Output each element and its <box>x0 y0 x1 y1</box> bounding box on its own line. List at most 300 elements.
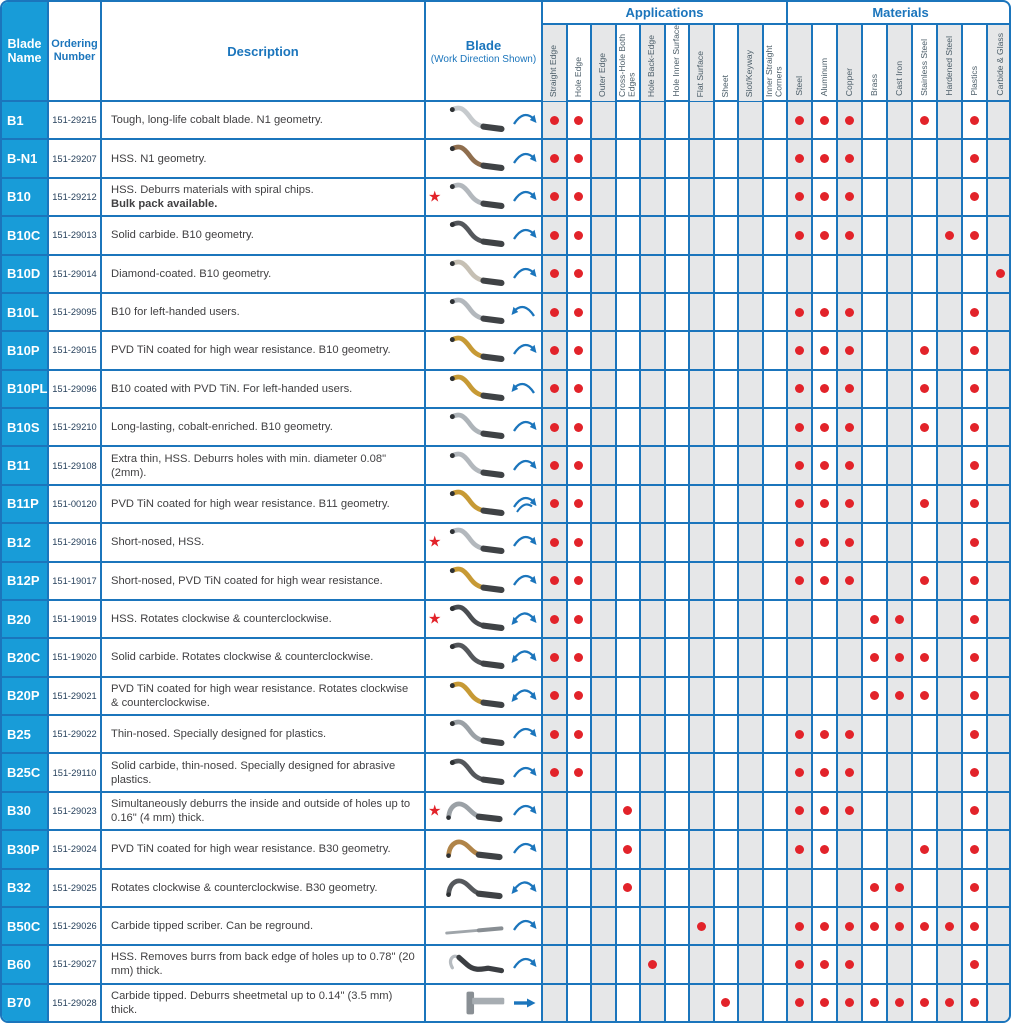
red-dot <box>845 231 854 240</box>
red-dot <box>574 269 583 278</box>
application-cell-outer-edge <box>592 294 617 330</box>
application-cell-cross-hole-both-edges <box>617 716 642 752</box>
application-cell-straight-edge <box>543 294 568 330</box>
table-row-b11p <box>2 486 1009 524</box>
description-cell <box>102 985 426 1021</box>
applications-column-headers <box>543 25 786 101</box>
application-cell-cross-hole-both-edges <box>617 140 642 176</box>
material-cell-copper <box>838 486 863 522</box>
application-cell-straight-edge <box>543 256 568 292</box>
application-cell-slot-keyway <box>739 486 764 522</box>
application-cell-sheet <box>715 946 740 982</box>
material-cell-carbide-glass <box>988 409 1011 445</box>
header-blade-name: Blade Name <box>2 2 49 100</box>
red-dot <box>845 154 854 163</box>
application-cell-outer-edge <box>592 946 617 982</box>
application-cell-straight-edge <box>543 524 568 560</box>
application-cell-outer-edge <box>592 601 617 637</box>
application-cell-inner-straight-corners <box>764 793 789 829</box>
ordering-number-cell: 151-29095 <box>49 294 102 330</box>
red-dot <box>795 231 804 240</box>
material-cell-aluminum <box>813 332 838 368</box>
blade-image <box>440 947 510 981</box>
red-dot <box>820 768 829 777</box>
application-cell-hole-edge <box>568 140 593 176</box>
ordering-number-cell: 151-29027 <box>49 946 102 982</box>
star-icon: ★ <box>428 188 442 206</box>
material-cell-hardened-steel <box>938 447 963 483</box>
red-dot <box>970 346 979 355</box>
blade-image-cell <box>426 563 543 599</box>
material-cell-brass <box>863 985 888 1021</box>
application-cell-outer-edge <box>592 140 617 176</box>
work-direction-arrow-icon <box>511 990 537 1016</box>
application-cell-hole-back-edge <box>641 946 666 982</box>
table-row-b25 <box>2 716 1009 754</box>
material-cell-aluminum <box>813 754 838 790</box>
red-dot <box>920 499 929 508</box>
material-cell-copper <box>838 140 863 176</box>
blade-image-cell <box>426 371 543 407</box>
col-header-label: Cast Iron <box>893 61 904 96</box>
application-cell-sheet <box>715 831 740 867</box>
description-text: Extra thin, HSS. Deburrs holes with min. diameter 0.08" (2mm). <box>111 452 387 479</box>
material-cell-brass <box>863 371 888 407</box>
col-header-flat-surface <box>690 25 715 101</box>
blade-image <box>440 180 510 214</box>
red-dot <box>845 384 854 393</box>
application-cell-outer-edge <box>592 102 617 138</box>
table-header-row <box>2 2 1009 102</box>
red-dot <box>845 998 854 1007</box>
application-cell-flat-surface <box>690 294 715 330</box>
material-cell-plastics <box>963 294 988 330</box>
application-cell-straight-edge <box>543 831 568 867</box>
material-cell-brass <box>863 409 888 445</box>
blade-name-cell: B11P <box>2 486 49 522</box>
material-cell-stainless-steel <box>913 179 938 215</box>
description-text: Short-nosed, HSS. <box>111 536 205 549</box>
application-cell-outer-edge <box>592 524 617 560</box>
red-dot <box>820 499 829 508</box>
material-cell-brass <box>863 908 888 944</box>
material-cell-cast-iron <box>888 102 913 138</box>
red-dot <box>970 308 979 317</box>
application-cell-outer-edge <box>592 486 617 522</box>
application-cell-hole-edge <box>568 563 593 599</box>
col-header-hole-edge <box>568 25 593 101</box>
blade-name-cell: B1 <box>2 102 49 138</box>
table-row-b10s <box>2 409 1009 447</box>
application-cell-inner-straight-corners <box>764 371 789 407</box>
red-dot <box>795 806 804 815</box>
application-cell-hole-inner-surface <box>666 678 691 714</box>
work-direction-arrow-icon <box>511 913 537 939</box>
material-cell-copper <box>838 524 863 560</box>
application-cell-hole-inner-surface <box>666 754 691 790</box>
material-cell-hardened-steel <box>938 179 963 215</box>
material-cell-copper <box>838 985 863 1021</box>
material-cell-cast-iron <box>888 985 913 1021</box>
material-cell-aluminum <box>813 217 838 253</box>
application-cell-hole-inner-surface <box>666 140 691 176</box>
red-dot <box>845 922 854 931</box>
work-direction-arrow-icon <box>511 568 537 594</box>
material-cell-cast-iron <box>888 332 913 368</box>
application-cell-hole-edge <box>568 754 593 790</box>
red-dot <box>623 806 632 815</box>
ordering-number-cell: 151-29028 <box>49 985 102 1021</box>
red-dot <box>996 269 1005 278</box>
material-cell-hardened-steel <box>938 870 963 906</box>
ordering-number-cell: 151-29022 <box>49 716 102 752</box>
col-header-copper <box>838 25 863 100</box>
application-cell-flat-surface <box>690 409 715 445</box>
description-cell <box>102 524 426 560</box>
application-cell-hole-edge <box>568 371 593 407</box>
description-cell <box>102 716 426 752</box>
application-cell-sheet <box>715 639 740 675</box>
ordering-number-cell: 151-29096 <box>49 371 102 407</box>
material-cell-plastics <box>963 179 988 215</box>
blade-image-cell <box>426 601 543 637</box>
material-cell-copper <box>838 793 863 829</box>
material-cell-cast-iron <box>888 217 913 253</box>
application-cell-outer-edge <box>592 831 617 867</box>
application-cell-outer-edge <box>592 639 617 675</box>
blade-image-cell <box>426 409 543 445</box>
red-dot <box>820 384 829 393</box>
application-cell-hole-edge <box>568 946 593 982</box>
col-header-inner-straight-corners <box>764 25 789 101</box>
table-row-b10pl <box>2 371 1009 409</box>
red-dot <box>920 384 929 393</box>
red-dot <box>721 998 730 1007</box>
material-cell-hardened-steel <box>938 217 963 253</box>
col-header-label: Steel <box>793 76 804 96</box>
material-cell-cast-iron <box>888 946 913 982</box>
work-direction-arrow-icon <box>511 337 537 363</box>
red-dot <box>574 423 583 432</box>
application-cell-cross-hole-both-edges <box>617 754 642 790</box>
material-cell-aluminum <box>813 946 838 982</box>
material-cell-cast-iron <box>888 524 913 560</box>
material-cell-hardened-steel <box>938 256 963 292</box>
application-cell-sheet <box>715 870 740 906</box>
material-cell-hardened-steel <box>938 831 963 867</box>
material-cell-plastics <box>963 256 988 292</box>
material-cell-carbide-glass <box>988 946 1011 982</box>
col-header-label: Hole Back-Edge <box>646 34 657 97</box>
col-header-brass <box>863 25 888 100</box>
red-dot <box>870 998 879 1007</box>
application-cell-outer-edge <box>592 754 617 790</box>
work-direction-arrow-icon <box>511 875 537 901</box>
material-cell-stainless-steel <box>913 486 938 522</box>
application-cell-sheet <box>715 371 740 407</box>
material-cell-carbide-glass <box>988 831 1011 867</box>
red-dot <box>574 499 583 508</box>
material-cell-cast-iron <box>888 256 913 292</box>
blade-name-cell: B20 <box>2 601 49 637</box>
material-cell-stainless-steel <box>913 256 938 292</box>
application-cell-cross-hole-both-edges <box>617 486 642 522</box>
application-cell-hole-back-edge <box>641 486 666 522</box>
application-cell-hole-inner-surface <box>666 409 691 445</box>
description-text: PVD TiN coated for high wear resistance. B10 geometry. <box>111 344 391 357</box>
material-cell-aluminum <box>813 908 838 944</box>
table-row-b30p <box>2 831 1009 869</box>
material-cell-carbide-glass <box>988 217 1011 253</box>
blade-name-cell: B10C <box>2 217 49 253</box>
material-cell-copper <box>838 256 863 292</box>
material-cell-copper <box>838 946 863 982</box>
col-header-aluminum <box>813 25 838 100</box>
red-dot <box>870 883 879 892</box>
blade-name-cell: B10D <box>2 256 49 292</box>
material-cell-steel <box>788 447 813 483</box>
material-cell-carbide-glass <box>988 601 1011 637</box>
application-cell-hole-edge <box>568 102 593 138</box>
application-cell-hole-inner-surface <box>666 486 691 522</box>
material-cell-brass <box>863 486 888 522</box>
material-cell-cast-iron <box>888 140 913 176</box>
description-text: PVD TiN coated for high wear resistance. B30 geometry. <box>111 843 391 856</box>
red-dot <box>845 768 854 777</box>
blade-image <box>440 333 510 367</box>
application-cell-sheet <box>715 524 740 560</box>
application-cell-hole-back-edge <box>641 870 666 906</box>
material-cell-aluminum <box>813 524 838 560</box>
blade-image <box>440 871 510 905</box>
red-dot <box>574 653 583 662</box>
work-direction-arrow-icon <box>511 798 537 824</box>
red-dot <box>820 461 829 470</box>
material-cell-steel <box>788 716 813 752</box>
description-text: Tough, long-life cobalt blade. N1 geometry. <box>111 114 323 127</box>
material-cell-carbide-glass <box>988 524 1011 560</box>
application-cell-slot-keyway <box>739 601 764 637</box>
work-direction-arrow-icon <box>511 951 537 977</box>
red-dot <box>970 883 979 892</box>
material-cell-aluminum <box>813 601 838 637</box>
material-cell-brass <box>863 217 888 253</box>
material-cell-stainless-steel <box>913 870 938 906</box>
red-dot <box>820 154 829 163</box>
header-blade <box>426 2 543 100</box>
material-cell-plastics <box>963 332 988 368</box>
application-cell-hole-inner-surface <box>666 371 691 407</box>
material-cell-aluminum <box>813 371 838 407</box>
material-cell-plastics <box>963 409 988 445</box>
work-direction-arrow-icon <box>511 606 537 632</box>
blade-name-cell: B11 <box>2 447 49 483</box>
material-cell-plastics <box>963 908 988 944</box>
red-dot <box>845 116 854 125</box>
application-cell-hole-back-edge <box>641 639 666 675</box>
application-cell-slot-keyway <box>739 716 764 752</box>
description-text: Carbide tipped. Deburrs sheetmetal up to 0.14" (3.5 mm) thick. <box>111 989 393 1016</box>
material-cell-copper <box>838 217 863 253</box>
application-cell-outer-edge <box>592 447 617 483</box>
application-cell-sheet <box>715 716 740 752</box>
table-row-b11 <box>2 447 1009 485</box>
material-cell-aluminum <box>813 831 838 867</box>
application-cell-straight-edge <box>543 716 568 752</box>
material-cell-carbide-glass <box>988 563 1011 599</box>
description-text: HSS. N1 geometry. <box>111 152 207 165</box>
application-cell-straight-edge <box>543 678 568 714</box>
material-cell-copper <box>838 447 863 483</box>
application-cell-flat-surface <box>690 217 715 253</box>
description-cell <box>102 678 426 714</box>
table-row-b10p <box>2 332 1009 370</box>
material-cell-cast-iron <box>888 678 913 714</box>
application-cell-slot-keyway <box>739 447 764 483</box>
description-text: PVD TiN coated for high wear resistance. Rotates clockwise & counterclockwise. <box>111 682 409 709</box>
material-cell-stainless-steel <box>913 524 938 560</box>
application-cell-inner-straight-corners <box>764 332 789 368</box>
application-cell-sheet <box>715 754 740 790</box>
red-dot <box>895 998 904 1007</box>
application-cell-inner-straight-corners <box>764 754 789 790</box>
application-cell-sheet <box>715 179 740 215</box>
material-cell-stainless-steel <box>913 831 938 867</box>
application-cell-hole-back-edge <box>641 371 666 407</box>
application-cell-sheet <box>715 140 740 176</box>
red-dot <box>820 538 829 547</box>
application-cell-outer-edge <box>592 908 617 944</box>
application-cell-slot-keyway <box>739 563 764 599</box>
red-dot <box>795 960 804 969</box>
application-cell-hole-edge <box>568 870 593 906</box>
description-cell <box>102 102 426 138</box>
red-dot <box>870 691 879 700</box>
materials-group-title: Materials <box>788 2 1011 25</box>
application-cell-slot-keyway <box>739 946 764 982</box>
material-cell-aluminum <box>813 563 838 599</box>
material-cell-cast-iron <box>888 601 913 637</box>
red-dot <box>795 423 804 432</box>
application-cell-outer-edge <box>592 985 617 1021</box>
blade-name-cell: B20P <box>2 678 49 714</box>
red-dot <box>920 922 929 931</box>
material-cell-stainless-steel <box>913 985 938 1021</box>
col-header-hole-back-edge <box>641 25 666 101</box>
application-cell-outer-edge <box>592 793 617 829</box>
red-dot <box>970 423 979 432</box>
material-cell-carbide-glass <box>988 908 1011 944</box>
material-cell-stainless-steel <box>913 140 938 176</box>
application-cell-hole-inner-surface <box>666 447 691 483</box>
red-dot <box>820 730 829 739</box>
work-direction-arrow-icon <box>511 107 537 133</box>
red-dot <box>920 423 929 432</box>
application-cell-inner-straight-corners <box>764 294 789 330</box>
star-icon: ★ <box>428 802 442 820</box>
application-cell-flat-surface <box>690 524 715 560</box>
work-direction-arrow-icon <box>511 760 537 786</box>
application-cell-hole-edge <box>568 294 593 330</box>
red-dot <box>845 538 854 547</box>
red-dot <box>820 576 829 585</box>
material-cell-carbide-glass <box>988 754 1011 790</box>
application-cell-hole-edge <box>568 678 593 714</box>
red-dot <box>550 269 559 278</box>
material-cell-steel <box>788 409 813 445</box>
application-cell-outer-edge <box>592 409 617 445</box>
application-cell-flat-surface <box>690 563 715 599</box>
material-cell-carbide-glass <box>988 371 1011 407</box>
ordering-number-cell: 151-29024 <box>49 831 102 867</box>
work-direction-arrow-icon <box>511 146 537 172</box>
red-dot <box>795 576 804 585</box>
material-cell-steel <box>788 524 813 560</box>
ordering-number-cell: 151-00120 <box>49 486 102 522</box>
applications-group-title: Applications <box>543 2 786 25</box>
material-cell-plastics <box>963 870 988 906</box>
blade-image <box>440 218 510 252</box>
application-cell-hole-edge <box>568 217 593 253</box>
application-cell-cross-hole-both-edges <box>617 678 642 714</box>
material-cell-steel <box>788 946 813 982</box>
material-cell-steel <box>788 754 813 790</box>
application-cell-outer-edge <box>592 217 617 253</box>
material-cell-stainless-steel <box>913 639 938 675</box>
red-dot <box>574 615 583 624</box>
material-cell-steel <box>788 639 813 675</box>
description-text: Thin-nosed. Specially designed for plastics. <box>111 728 327 741</box>
work-direction-arrow-icon <box>511 836 537 862</box>
application-cell-hole-edge <box>568 486 593 522</box>
red-dot <box>820 423 829 432</box>
red-dot <box>895 691 904 700</box>
application-cell-inner-straight-corners <box>764 102 789 138</box>
material-cell-plastics <box>963 754 988 790</box>
description-cell <box>102 447 426 483</box>
work-direction-arrow-icon <box>511 453 537 479</box>
application-cell-hole-inner-surface <box>666 946 691 982</box>
ordering-number-cell: 151-29212 <box>49 179 102 215</box>
application-cell-straight-edge <box>543 563 568 599</box>
blade-image <box>440 487 510 521</box>
red-dot <box>550 576 559 585</box>
application-cell-hole-back-edge <box>641 831 666 867</box>
red-dot <box>550 653 559 662</box>
material-cell-stainless-steel <box>913 332 938 368</box>
application-cell-slot-keyway <box>739 870 764 906</box>
application-cell-slot-keyway <box>739 409 764 445</box>
application-cell-hole-inner-surface <box>666 256 691 292</box>
material-cell-carbide-glass <box>988 678 1011 714</box>
table-row-b20p <box>2 678 1009 716</box>
star-icon: ★ <box>428 610 442 628</box>
material-cell-cast-iron <box>888 294 913 330</box>
application-cell-slot-keyway <box>739 831 764 867</box>
application-cell-cross-hole-both-edges <box>617 256 642 292</box>
description-cell <box>102 486 426 522</box>
material-cell-cast-iron <box>888 179 913 215</box>
red-dot <box>550 730 559 739</box>
blade-image-cell <box>426 140 543 176</box>
blade-image-cell <box>426 639 543 675</box>
work-direction-arrow-icon <box>511 529 537 555</box>
description-text: Short-nosed, PVD TiN coated for high wear resistance. <box>111 574 383 587</box>
table-row-b30 <box>2 793 1009 831</box>
red-dot <box>870 922 879 931</box>
application-cell-flat-surface <box>690 447 715 483</box>
description-text: Long-lasting, cobalt-enriched. B10 geometry. <box>111 421 333 434</box>
